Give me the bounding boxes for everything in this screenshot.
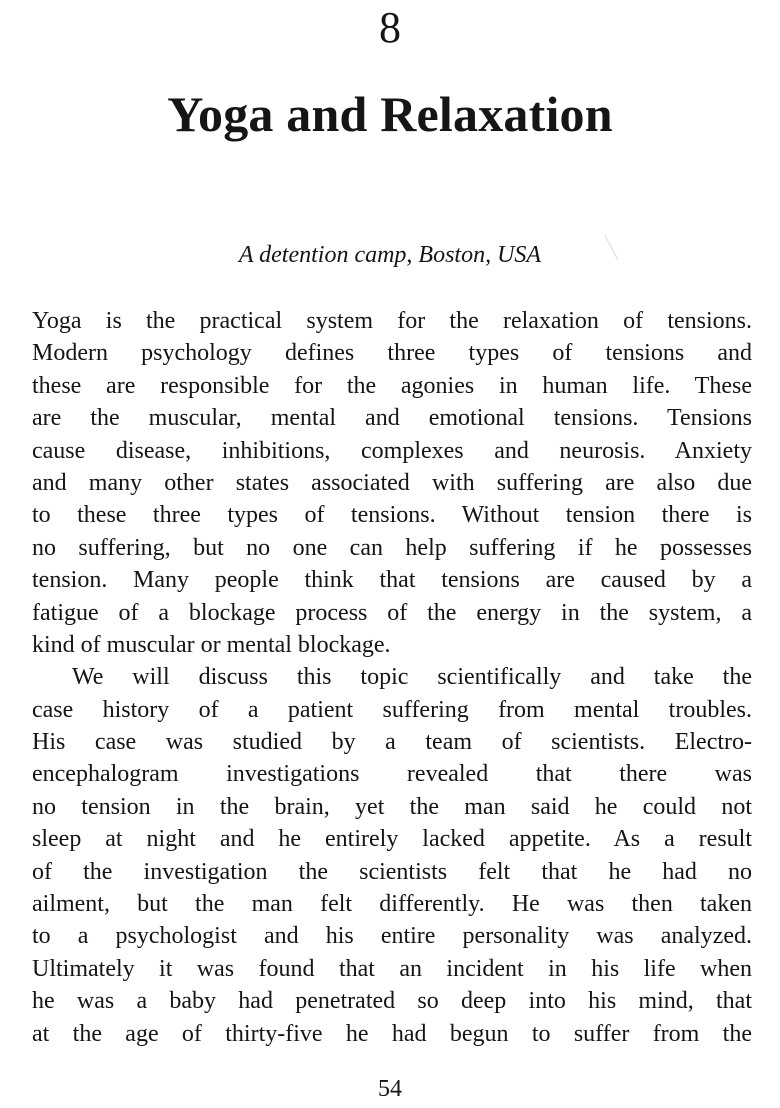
page-number: 54 [378,1076,402,1102]
text-line: We will discuss this topic scientifically and take the [72,664,752,691]
text-line: Modern psychology defines three types of tensions and [32,340,752,367]
chapter-number: 8 [379,3,401,52]
text-line: Yoga is the practical system for the relaxation of tensions. [32,308,752,334]
text-line: His case was studied by a team of scientists. Electro- [32,729,752,756]
chapter-location: A detention camp, Boston, USA [238,242,542,268]
text-line: fatigue of a blockage process of the energy in the system, a [32,599,752,626]
text-line: of the investigation the scientists felt that he had no [32,858,752,885]
text-line: Ultimately it was found that an incident in his life when [32,955,752,982]
text-line: tension. Many people think that tensions are caused by a [32,567,752,594]
text-line: to a psychologist and his entire personality was analyzed. [32,923,752,950]
text-line: kind of muscular or mental blockage. [32,631,391,658]
text-line: encephalogram investigations revealed that there was [32,761,752,788]
text-line: he was a baby had penetrated so deep into his mind, that [32,988,752,1015]
text-line: case history of a patient suffering from mental troubles. [32,696,752,723]
text-line: no suffering, but no one can help suffering if he possesses [32,534,752,561]
text-line: and many other states associated with suffering are also due [32,469,752,496]
text-line: at the age of thirty-five he had begun to suffer from the [32,1020,752,1047]
body-text [32,305,752,1050]
text-line: are the muscular, mental and emotional tensions. Tensions [32,405,752,432]
text-line: these are responsible for the agonies in human life. These [32,372,752,399]
text-line: to these three types of tensions. Without tension there is [32,502,752,529]
text-line: cause disease, inhibitions, complexes and neurosis. Anxiety [32,437,752,464]
chapter-title: Yoga and Relaxation [167,86,613,142]
text-line: no tension in the brain, yet the man said he could not [32,793,752,820]
text-line: sleep at night and he entirely lacked appetite. As a result [32,826,752,853]
text-line: ailment, but the man felt differently. He was then taken [32,891,752,918]
